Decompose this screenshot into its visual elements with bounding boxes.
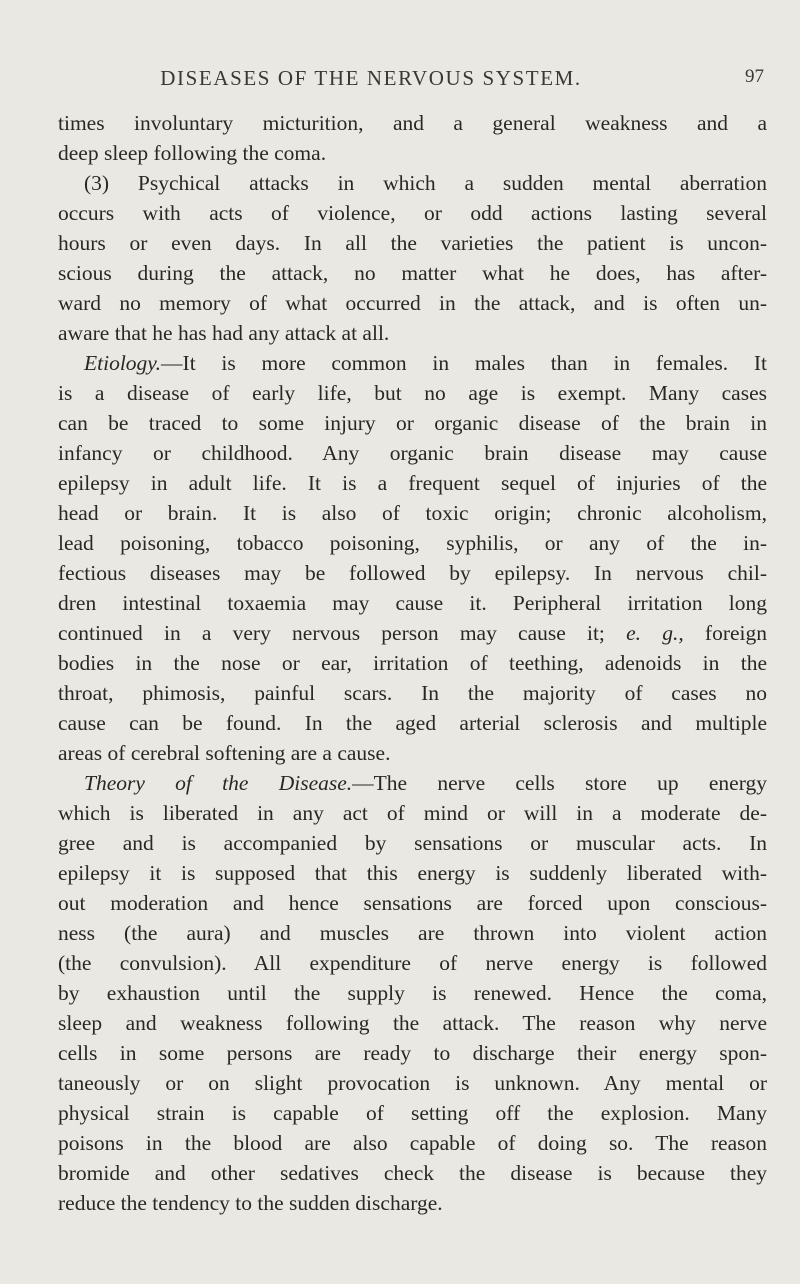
- running-head: DISEASES OF THE NERVOUS SYSTEM.: [160, 66, 582, 90]
- text-line: aware that he has had any attack at all.: [58, 321, 390, 345]
- text-line: sleep and weakness following the attack. The reason why nerve: [58, 1011, 767, 1035]
- text-line: (3) Psychical attacks in which a sudden mental aberration: [84, 171, 767, 195]
- text-line: throat, phimosis, painful scars. In the majority of cases no: [58, 681, 767, 705]
- text-line: ward no memory of what occurred in the attack, and is often un-: [58, 291, 767, 315]
- text-line: [58, 618, 767, 648]
- text-span: —It is more common in males than in females. It: [161, 351, 767, 375]
- text-line: epilepsy it is supposed that this energy is suddenly liberated with-: [58, 861, 767, 885]
- text-line: (the convulsion). All expenditure of nerve energy is followed: [58, 951, 767, 975]
- text-line: bromide and other sedatives check the disease is because they: [58, 1161, 767, 1185]
- text-line: physical strain is capable of setting off the explosion. Many: [58, 1101, 767, 1125]
- text-line: can be traced to some injury or organic disease of the brain in: [58, 411, 767, 435]
- page-header: [0, 66, 800, 94]
- text-line: taneously or on slight provocation is unknown. Any mental or: [58, 1071, 767, 1095]
- text-line: [84, 768, 767, 798]
- text-line: epilepsy in adult life. It is a frequent sequel of injuries of the: [58, 471, 767, 495]
- text-line: scious during the attack, no matter what he does, has after-: [58, 261, 767, 285]
- text-line: by exhaustion until the supply is renewed. Hence the coma,: [58, 981, 767, 1005]
- text-line: reduce the tendency to the sudden discharge.: [58, 1191, 443, 1215]
- text-line: [84, 348, 767, 378]
- text-span: continued in a very nervous person may cause it;: [58, 621, 605, 645]
- theory-heading: Theory of the Disease.: [84, 771, 353, 795]
- text-line: dren intestinal toxaemia may cause it. Peripheral irritation long: [58, 591, 767, 615]
- text-span: —The nerve cells store up energy: [352, 771, 767, 795]
- text-line: head or brain. It is also of toxic origin; chronic alcoholism,: [58, 501, 767, 525]
- text-line: hours or even days. In all the varieties the patient is uncon-: [58, 231, 767, 255]
- text-line: gree and is accompanied by sensations or muscular acts. In: [58, 831, 767, 855]
- text-line: occurs with acts of violence, or odd actions lasting several: [58, 201, 767, 225]
- text-line: bodies in the nose or ear, irritation of teething, adenoids in the: [58, 651, 767, 675]
- page-number: 97: [745, 66, 764, 87]
- text-line: cause can be found. In the aged arterial sclerosis and multiple: [58, 711, 767, 735]
- text-line: out moderation and hence sensations are forced upon conscious-: [58, 891, 767, 915]
- text-line: infancy or childhood. Any organic brain disease may cause: [58, 441, 767, 465]
- etiology-heading: Etiology.: [84, 351, 162, 375]
- text-line: poisons in the blood are also capable of doing so. The reason: [58, 1131, 767, 1155]
- text-line: is a disease of early life, but no age is exempt. Many cases: [58, 381, 767, 405]
- text-line: areas of cerebral softening are a cause.: [58, 741, 391, 765]
- text-line: deep sleep following the coma.: [58, 141, 327, 165]
- eg-abbreviation: e. g.,: [626, 621, 684, 645]
- text-line: fectious diseases may be followed by epilepsy. In nervous chil-: [58, 561, 767, 585]
- text-span: foreign: [704, 621, 768, 645]
- text-line: times involuntary micturition, and a general weakness and a: [58, 111, 767, 135]
- text-line: cells in some persons are ready to discharge their energy spon-: [58, 1041, 767, 1065]
- text-line: lead poisoning, tobacco poisoning, syphilis, or any of the in-: [58, 531, 767, 555]
- text-line: which is liberated in any act of mind or will in a moderate de-: [58, 801, 767, 825]
- text-line: ness (the aura) and muscles are thrown into violent action: [58, 921, 767, 945]
